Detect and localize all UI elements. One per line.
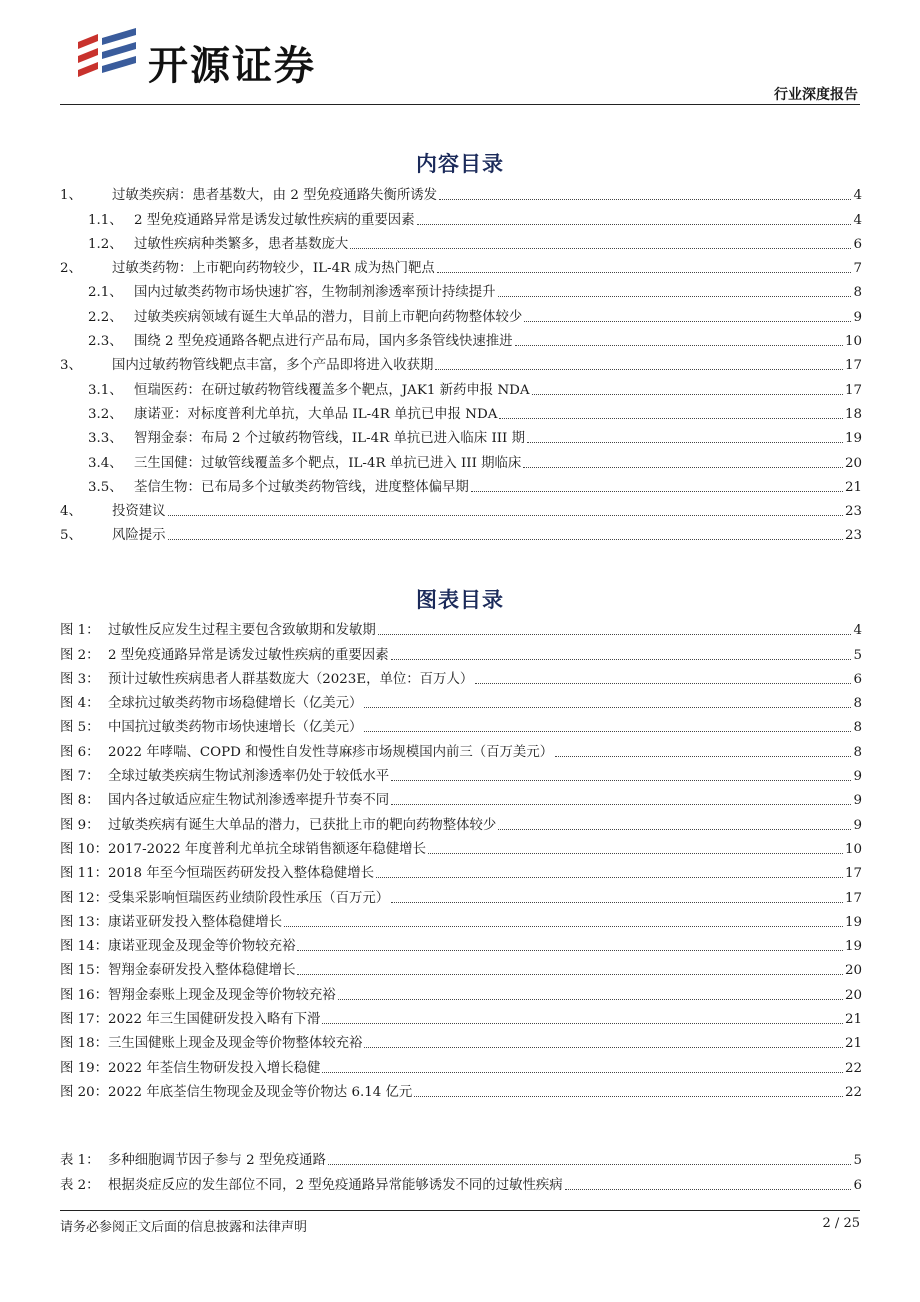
figure-entry[interactable]	[60, 882, 862, 906]
entry-title: 中国抗过敏类药物市场快速增长（亿美元）	[108, 720, 363, 736]
entry-number: 图 6：	[60, 744, 100, 760]
logo-text: 开源证券	[148, 43, 316, 89]
figure-entry[interactable]	[60, 736, 862, 760]
figure-entry[interactable]	[60, 809, 862, 833]
leader-dots	[364, 1047, 843, 1048]
entry-number: 图 19：	[60, 1060, 109, 1076]
entry-title: 2022 年哮喘、COPD 和慢性自发性荨麻疹市场规模国内前三（百万美元）	[108, 744, 554, 760]
toc-entry[interactable]	[60, 520, 862, 544]
toc-entry[interactable]	[60, 496, 862, 520]
entry-title: 康诺亚现金及现金等价物较充裕	[108, 939, 296, 955]
entry-title: 康诺亚：对标度普利尤单抗，大单品 IL-4R 单抗已申报 NDA	[134, 406, 498, 422]
entry-title: 国内各过敏适应症生物试剂渗透率提升节奏不同	[108, 793, 390, 809]
leader-dots	[328, 1164, 852, 1165]
entry-title: 过敏类药物：上市靶向药物较少，IL-4R 成为热门靶点	[112, 261, 435, 277]
entry-number: 2、	[60, 261, 82, 277]
table-entry[interactable]	[60, 1169, 862, 1193]
figure-entry[interactable]	[60, 1028, 862, 1052]
entry-page: 20	[844, 987, 862, 1003]
leader-dots	[284, 926, 843, 927]
entry-number: 图 5：	[60, 720, 100, 736]
contents-list	[60, 180, 862, 544]
entry-page: 6	[853, 236, 862, 252]
entry-page: 19	[844, 914, 862, 930]
table-entry[interactable]	[60, 1145, 862, 1169]
leader-dots	[428, 853, 843, 854]
entry-title: 荃信生物：已布局多个过敏类药物管线，进度整体偏早期	[134, 479, 469, 495]
leader-dots	[555, 756, 851, 757]
entry-number: 图 14：	[60, 939, 109, 955]
entry-page: 17	[844, 382, 862, 398]
leader-dots	[524, 321, 851, 322]
leader-dots	[297, 950, 842, 951]
entry-page: 6	[853, 1177, 862, 1193]
entry-title: 预计过敏性疾病患者人群基数庞大（2023E，单位：百万人）	[108, 671, 474, 687]
entry-page: 17	[844, 866, 862, 882]
leader-dots	[376, 877, 843, 878]
entry-number: 5、	[60, 528, 82, 544]
entry-title: 智翔金泰：布局 2 个过敏药物管线，IL-4R 单抗已进入临床 III 期	[134, 431, 525, 447]
entry-title: 2022 年三生国健研发投入略有下滑	[108, 1012, 321, 1028]
entry-page: 19	[844, 939, 862, 955]
toc-entry[interactable]	[60, 326, 862, 350]
entry-page: 8	[853, 285, 862, 301]
entry-title: 投资建议	[112, 504, 166, 520]
entry-page: 20	[844, 963, 862, 979]
footer-divider	[60, 1210, 860, 1211]
entry-number: 图 4：	[60, 696, 100, 712]
leader-dots	[499, 418, 843, 419]
entry-page: 5	[853, 1153, 862, 1169]
figure-entry[interactable]	[60, 1077, 862, 1101]
entry-number: 3.5、	[88, 479, 123, 495]
leader-dots	[391, 659, 852, 660]
leader-dots	[498, 829, 851, 830]
leader-dots	[435, 369, 843, 370]
entry-page: 22	[844, 1084, 862, 1100]
entry-title: 2017-2022 年度普利尤单抗全球销售额逐年稳健增长	[108, 841, 426, 857]
entry-number: 2.2、	[88, 309, 123, 325]
entry-number: 3.2、	[88, 406, 123, 422]
company-logo	[76, 28, 376, 88]
entry-page: 21	[844, 1036, 862, 1052]
entry-number: 表 1：	[60, 1153, 100, 1169]
leader-dots	[523, 467, 843, 468]
entry-page: 9	[853, 769, 862, 785]
entry-number: 图 20：	[60, 1084, 109, 1100]
leader-dots	[475, 683, 851, 684]
toc-entry[interactable]	[60, 229, 862, 253]
entry-page: 10	[844, 841, 862, 857]
entry-number: 2.1、	[88, 285, 123, 301]
toc-entry[interactable]	[60, 399, 862, 423]
entry-page: 18	[844, 406, 862, 422]
report-type-label: 行业深度报告	[774, 87, 858, 103]
leader-dots	[565, 1189, 852, 1190]
entry-number: 1.1、	[88, 212, 123, 228]
toc-entry[interactable]	[60, 423, 862, 447]
entry-title: 恒瑞医药：在研过敏药物管线覆盖多个靶点，JAK1 新药申报 NDA	[134, 382, 530, 398]
entry-page: 8	[853, 696, 862, 712]
toc-entry[interactable]	[60, 301, 862, 325]
entry-number: 图 11：	[60, 866, 109, 882]
leader-dots	[498, 296, 852, 297]
figure-entry[interactable]	[60, 834, 862, 858]
entry-page: 9	[853, 309, 862, 325]
leader-dots	[297, 974, 842, 975]
leader-dots	[168, 515, 843, 516]
entry-page: 23	[844, 528, 862, 544]
toc-entry[interactable]	[60, 253, 862, 277]
tables-list	[60, 1145, 862, 1194]
figure-entry[interactable]	[60, 688, 862, 712]
entry-title: 过敏类疾病有诞生大单品的潜力，已获批上市的靶向药物整体较少	[108, 817, 497, 833]
entry-number: 1.2、	[88, 236, 123, 252]
toc-entry[interactable]	[60, 374, 862, 398]
figures-list	[60, 615, 862, 1101]
toc-entry[interactable]	[60, 204, 862, 228]
leader-dots	[364, 707, 851, 708]
leader-dots	[391, 804, 851, 805]
entry-page: 22	[844, 1060, 862, 1076]
page-number: 2 / 25	[822, 1216, 860, 1231]
page-header	[0, 0, 920, 110]
entry-page: 21	[844, 479, 862, 495]
entry-page: 6	[853, 671, 862, 687]
entry-title: 全球抗过敏类药物市场稳健增长（亿美元）	[108, 696, 363, 712]
entry-number: 4、	[60, 504, 82, 520]
entry-title: 国内过敏类药物市场快速扩容，生物制剂渗透率预计持续提升	[134, 285, 496, 301]
figure-entry[interactable]	[60, 664, 862, 688]
entry-number: 图 1：	[60, 623, 100, 639]
entry-title: 多种细胞调节因子参与 2 型免疫通路	[108, 1153, 326, 1169]
entry-page: 9	[853, 793, 862, 809]
entry-page: 4	[853, 623, 862, 639]
contents-title: 内容目录	[416, 152, 504, 176]
leader-dots	[322, 1023, 843, 1024]
entry-page: 8	[853, 720, 862, 736]
entry-title: 全球过敏类疾病生物试剂渗透率仍处于较低水平	[108, 769, 390, 785]
entry-title: 风险提示	[112, 528, 166, 544]
entry-page: 4	[853, 212, 862, 228]
entry-page: 19	[844, 431, 862, 447]
entry-number: 图 10：	[60, 841, 109, 857]
entry-number: 表 2：	[60, 1177, 100, 1193]
entry-title: 三生国健：过敏管线覆盖多个靶点，IL-4R 单抗已进入 III 期临床	[134, 455, 522, 471]
entry-number: 图 13：	[60, 914, 109, 930]
entry-number: 图 16：	[60, 987, 109, 1003]
leader-dots	[417, 224, 852, 225]
entry-page: 17	[844, 890, 862, 906]
entry-page: 20	[844, 455, 862, 471]
entry-page: 7	[853, 261, 862, 277]
leader-dots	[350, 248, 851, 249]
entry-page: 8	[853, 744, 862, 760]
leader-dots	[527, 442, 843, 443]
entry-page: 10	[844, 334, 862, 350]
leader-dots	[391, 780, 851, 781]
figure-entry[interactable]	[60, 785, 862, 809]
entry-number: 图 7：	[60, 769, 100, 785]
entry-title: 2 型免疫通路异常是诱发过敏性疾病的重要因素	[134, 212, 415, 228]
figure-entry[interactable]	[60, 955, 862, 979]
entry-title: 过敏类疾病领域有诞生大单品的潜力，目前上市靶向药物整体较少	[134, 309, 523, 325]
leader-dots	[364, 731, 851, 732]
entry-number: 3.3、	[88, 431, 123, 447]
figure-entry[interactable]	[60, 615, 862, 639]
entry-title: 国内过敏药物管线靶点丰富，多个产品即将进入收获期	[112, 358, 434, 374]
entry-number: 图 2：	[60, 647, 100, 663]
entry-number: 图 18：	[60, 1036, 109, 1052]
figure-entry[interactable]	[60, 761, 862, 785]
entry-number: 图 15：	[60, 963, 109, 979]
figure-entry[interactable]	[60, 907, 862, 931]
entry-page: 5	[853, 647, 862, 663]
entry-number: 图 17：	[60, 1012, 109, 1028]
toc-entry[interactable]	[60, 447, 862, 471]
entry-title: 受集采影响恒瑞医药业绩阶段性承压（百万元）	[108, 890, 390, 906]
entry-title: 围绕 2 型免疫通路各靶点进行产品布局，国内多条管线快速推进	[134, 334, 513, 350]
entry-page: 23	[844, 504, 862, 520]
toc-entry[interactable]	[60, 472, 862, 496]
toc-entry[interactable]	[60, 350, 862, 374]
entry-number: 2.3、	[88, 334, 123, 350]
entry-number: 3.4、	[88, 455, 123, 471]
entry-title: 三生国健账上现金及现金等价物整体较充裕	[108, 1036, 363, 1052]
leader-dots	[322, 1072, 843, 1073]
figure-entry[interactable]	[60, 639, 862, 663]
figure-entry[interactable]	[60, 1052, 862, 1076]
entry-number: 图 3：	[60, 671, 100, 687]
footer-disclaimer: 请务必参阅正文后面的信息披露和法律声明	[60, 1220, 308, 1235]
logo-mark-icon	[76, 28, 138, 86]
leader-dots	[437, 272, 852, 273]
leader-dots	[515, 345, 843, 346]
leader-dots	[471, 491, 843, 492]
entry-number: 图 12：	[60, 890, 109, 906]
entry-number: 图 8：	[60, 793, 100, 809]
toc-entry[interactable]	[60, 180, 862, 204]
figure-entry[interactable]	[60, 931, 862, 955]
entry-page: 17	[844, 358, 862, 374]
entry-page: 21	[844, 1012, 862, 1028]
figure-entry[interactable]	[60, 979, 862, 1003]
entry-page: 4	[853, 188, 862, 204]
leader-dots	[532, 394, 843, 395]
figure-entry[interactable]	[60, 1004, 862, 1028]
leader-dots	[338, 999, 843, 1000]
entry-title: 过敏性疾病种类繁多，患者基数庞大	[134, 236, 349, 252]
figures-title: 图表目录	[416, 588, 504, 612]
entry-number: 1、	[60, 188, 82, 204]
toc-entry[interactable]	[60, 277, 862, 301]
leader-dots	[439, 199, 851, 200]
entry-number: 3、	[60, 358, 82, 374]
entry-number: 图 9：	[60, 817, 100, 833]
figure-entry[interactable]	[60, 712, 862, 736]
entry-title: 智翔金泰账上现金及现金等价物较充裕	[108, 987, 336, 1003]
entry-title: 康诺亚研发投入整体稳健增长	[108, 914, 283, 930]
leader-dots	[168, 539, 843, 540]
entry-title: 2022 年底荃信生物现金及现金等价物达 6.14 亿元	[108, 1084, 413, 1100]
header-divider	[60, 104, 860, 105]
entry-title: 2 型免疫通路异常是诱发过敏性疾病的重要因素	[108, 647, 389, 663]
leader-dots	[414, 1096, 843, 1097]
entry-page: 9	[853, 817, 862, 833]
leader-dots	[391, 902, 843, 903]
entry-number: 3.1、	[88, 382, 123, 398]
figure-entry[interactable]	[60, 858, 862, 882]
entry-title: 智翔金泰研发投入整体稳健增长	[108, 963, 296, 979]
entry-title: 2018 年至今恒瑞医药研发投入整体稳健增长	[108, 866, 374, 882]
entry-title: 2022 年荃信生物研发投入增长稳健	[108, 1060, 321, 1076]
entry-title: 过敏类疾病：患者基数大，由 2 型免疫通路失衡所诱发	[112, 188, 438, 204]
entry-title: 过敏性反应发生过程主要包含致敏期和发敏期	[108, 623, 376, 639]
entry-title: 根据炎症反应的发生部位不同，2 型免疫通路异常能够诱发不同的过敏性疾病	[108, 1177, 563, 1193]
leader-dots	[378, 634, 852, 635]
